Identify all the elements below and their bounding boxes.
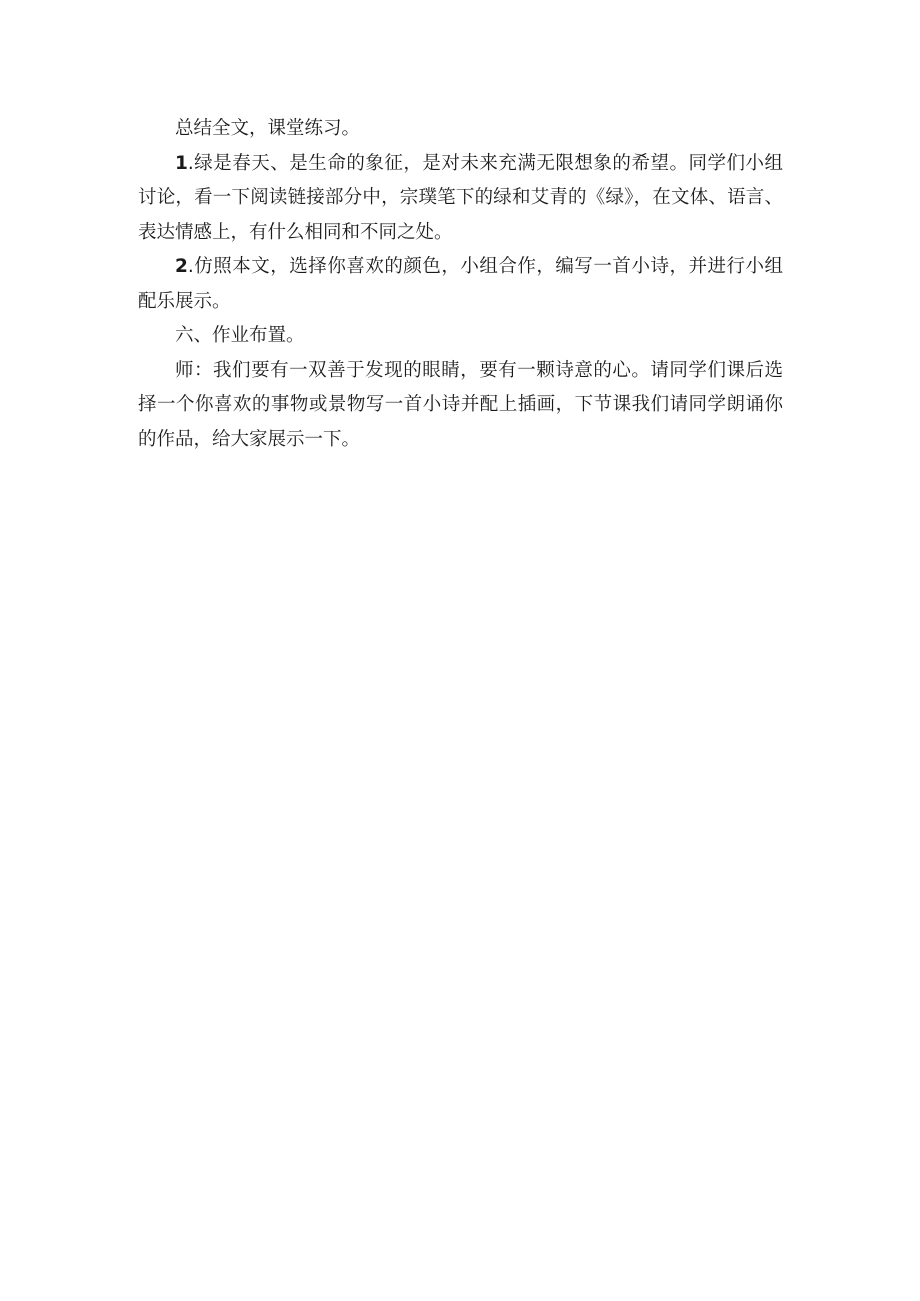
item-number: 1 (175, 152, 188, 174)
document-body (138, 112, 783, 457)
paragraph-teacher-remarks (138, 354, 783, 458)
paragraph-text: 总结全文，课堂练习。 (175, 118, 361, 139)
paragraph-exercise-1 (138, 147, 783, 251)
paragraph-text: 师：我们要有一双善于发现的眼睛，要有一颗诗意的心。请同学们课后选择一个你喜欢的事物或景物写一首小诗并配上插画，下节课我们请同学朗诵你的作品，给大家展示一下。 (138, 359, 783, 450)
section-heading-homework (138, 319, 783, 354)
paragraph-text: .绿是春天、是生命的象征，是对未来充满无限想象的希望。同学们小组讨论，看一下阅读链接部分中，宗璞笔下的绿和艾青的《绿》，在文体、语言、表达情感上，有什么相同和不同之处。 (138, 152, 783, 243)
item-number: 2 (175, 256, 188, 277)
paragraph-text: 六、作业布置。 (175, 325, 305, 346)
paragraph-exercise-2 (138, 250, 783, 319)
paragraph-text: .仿照本文，选择你喜欢的颜色，小组合作，编写一首小诗，并进行小组配乐展示。 (138, 256, 783, 312)
paragraph-summary (138, 112, 783, 147)
